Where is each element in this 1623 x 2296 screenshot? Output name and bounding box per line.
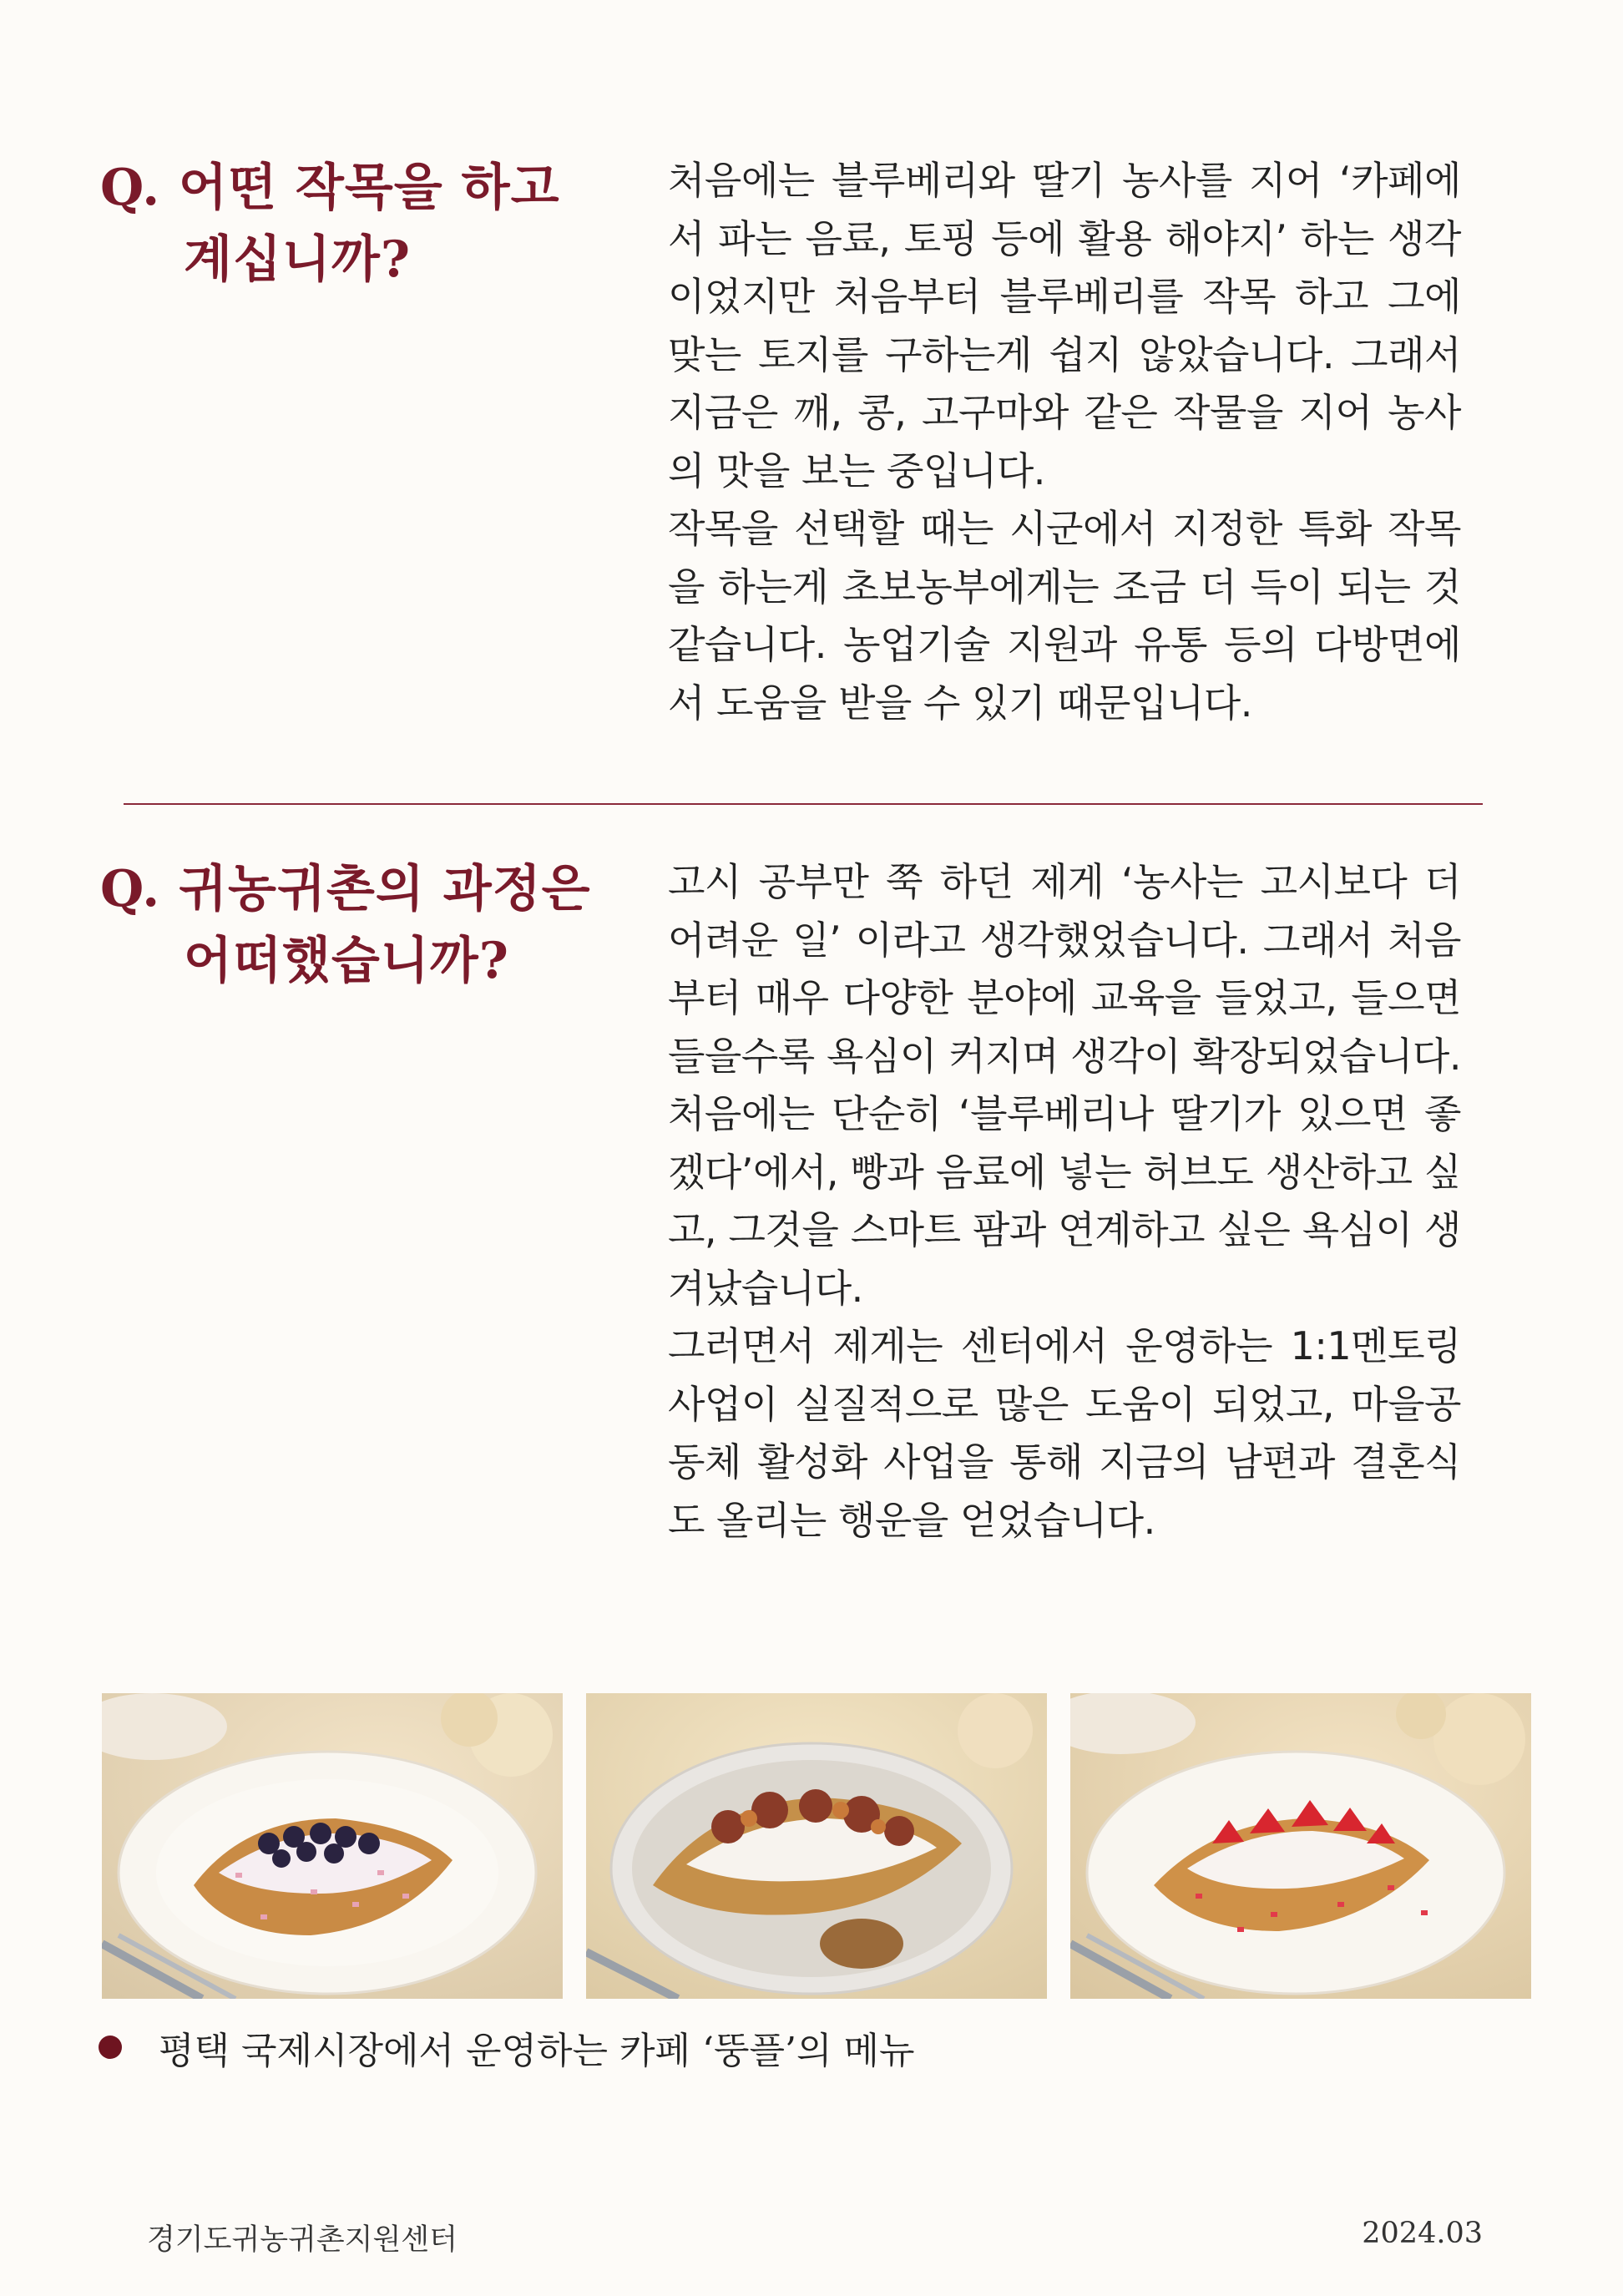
footer-organization: 경기도귀농귀촌지원센터 [147, 2223, 458, 2257]
answer-paragraph: 작목을 선택할 때는 시군에서 지정한 특화 작목을 하는게 초보농부에게는 조금 더 득이 되는 것 같습니다. 농업기술 지원과 유통 등의 다방면에서 도움을 받을 수 있기 때문입니다. [668, 506, 1461, 726]
footer-date: 2024.03 [1362, 2217, 1483, 2250]
question-heading [100, 853, 643, 997]
section-divider [124, 803, 1483, 805]
answer-text [668, 853, 1461, 1550]
answer-text [668, 152, 1461, 732]
question-line-2: 어떠했습니까? [184, 932, 509, 990]
question-heading [100, 152, 643, 296]
croffle-strawberry-photo [1070, 1693, 1531, 1999]
croffle-blueberry-photo [102, 1693, 563, 1999]
bullet-icon [99, 2036, 122, 2059]
answer-paragraph: 그러면서 제게는 센터에서 운영하는 1:1멘토링 사업이 실질적으로 많은 도움이 되었고, 마을공동체 활성화 사업을 통해 지금의 남편과 결혼식도 올리는 행운을 얻었습니다. [668, 1323, 1461, 1543]
photo-caption [99, 2020, 914, 2074]
question-line-1: Q. 어떤 작목을 하고 [100, 159, 560, 217]
answer-paragraph: 처음에는 블루베리와 딸기 농사를 지어 ‘카페에서 파는 음료, 토핑 등에 활용 해야지’ 하는 생각이었지만 처음부터 블루베리를 작목 하고 그에 맞는 토지를 구하는게 쉽지 않았습니다. 그래서 지금은 깨, 콩, 고구마와 같은 작물을 지어 농사의 맛을 보는 중입니다. [668, 158, 1461, 493]
answer-paragraph: 고시 공부만 쭉 하던 제게 ‘농사는 고시보다 더 어려운 일’ 이라고 생각했었습니다. 그래서 처음부터 매우 다양한 분야에 교육을 들었고, 들으면 들을수록 욕심이 커지며 생각이 확장되었습니다. 처음에는 단순히 ‘블루베리나 딸기가 있으면 좋겠다’에서, 빵과 음료에 넣는 허브도 생산하고 싶고, 그것을 스마트 팜과 연계하고 싶은 욕심이 생겨났습니다. [668, 859, 1461, 1311]
question-line-2: 계십니까? [184, 230, 411, 289]
question-line-1: Q. 귀농귀촌의 과정은 [100, 860, 591, 918]
caption-text: 평택 국제시장에서 운영하는 카페 ‘뚱플’의 메뉴 [159, 2030, 915, 2072]
croffle-fig-photo [586, 1693, 1047, 1999]
